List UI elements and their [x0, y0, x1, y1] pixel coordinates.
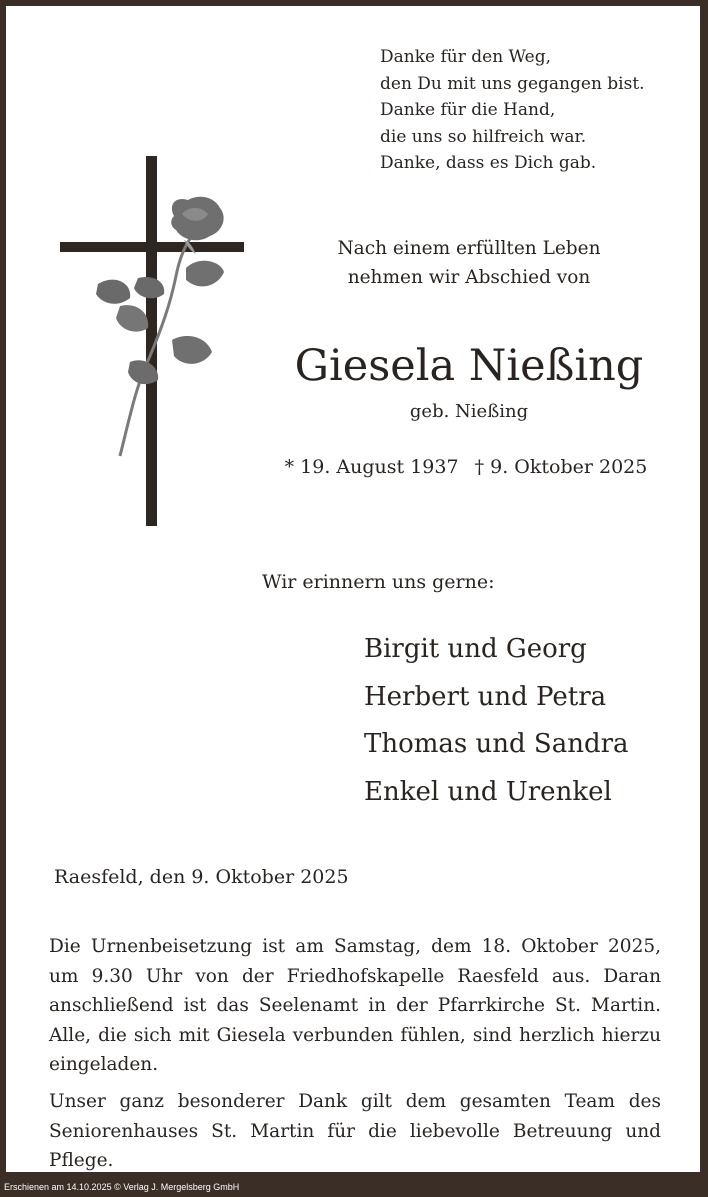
place-date: Raesfeld, den 9. Oktober 2025	[54, 866, 349, 888]
intro-text	[256, 234, 682, 292]
footer-publisher: Erschienen am 14.10.2025 © Verlag J. Mergelsberg GmbH	[4, 1182, 240, 1192]
death-date: † 9. Oktober 2025	[474, 456, 648, 478]
birth-date: * 19. August 1937	[284, 456, 459, 478]
cross-with-rose-icon	[58, 156, 248, 531]
obituary-notice	[6, 6, 700, 1172]
deceased-name: Giesela Nießing	[294, 341, 644, 391]
poem-line: Danke für den Weg,	[380, 47, 551, 67]
life-dates	[256, 453, 676, 481]
intro-line: nehmen wir Abschied von	[347, 267, 591, 288]
poem-line: Danke für die Hand,	[380, 100, 556, 120]
family-member: Thomas und Sandra	[364, 729, 629, 759]
family-member: Herbert und Petra	[364, 681, 607, 712]
poem-line: Danke, dass es Dich gab.	[380, 153, 597, 173]
birth-name: geb. Nießing	[409, 401, 529, 422]
family-member: Birgit und Georg	[364, 634, 587, 664]
remember-text: Wir erinnern uns gerne:	[262, 571, 495, 593]
thanks-paragraph: Unser ganz besonderer Dank gilt dem gesamten Team des Seniorenhauses St. Martin für die liebevolle Betreuung und Pflege.	[49, 1091, 661, 1171]
intro-line: Nach einem erfüllten Leben	[337, 238, 601, 259]
poem-line: die uns so hilfreich war.	[380, 126, 587, 147]
poem-line: den Du mit uns gegangen bist.	[380, 73, 645, 94]
family-list	[364, 626, 629, 816]
family-member: Enkel und Urenkel	[364, 776, 612, 807]
poem	[380, 44, 700, 177]
burial-paragraph: Die Urnenbeisetzung ist am Samstag, dem 18. Oktober 2025, um 9.30 Uhr von der Friedhofskapelle Raesfeld aus. Daran anschließend ist das Seelenamt in der Pfarrkirche St. Martin. Alle, die sich mit Giesela verbunden fühlen, sind herzlich hierzu eingeladen.	[49, 936, 661, 1075]
